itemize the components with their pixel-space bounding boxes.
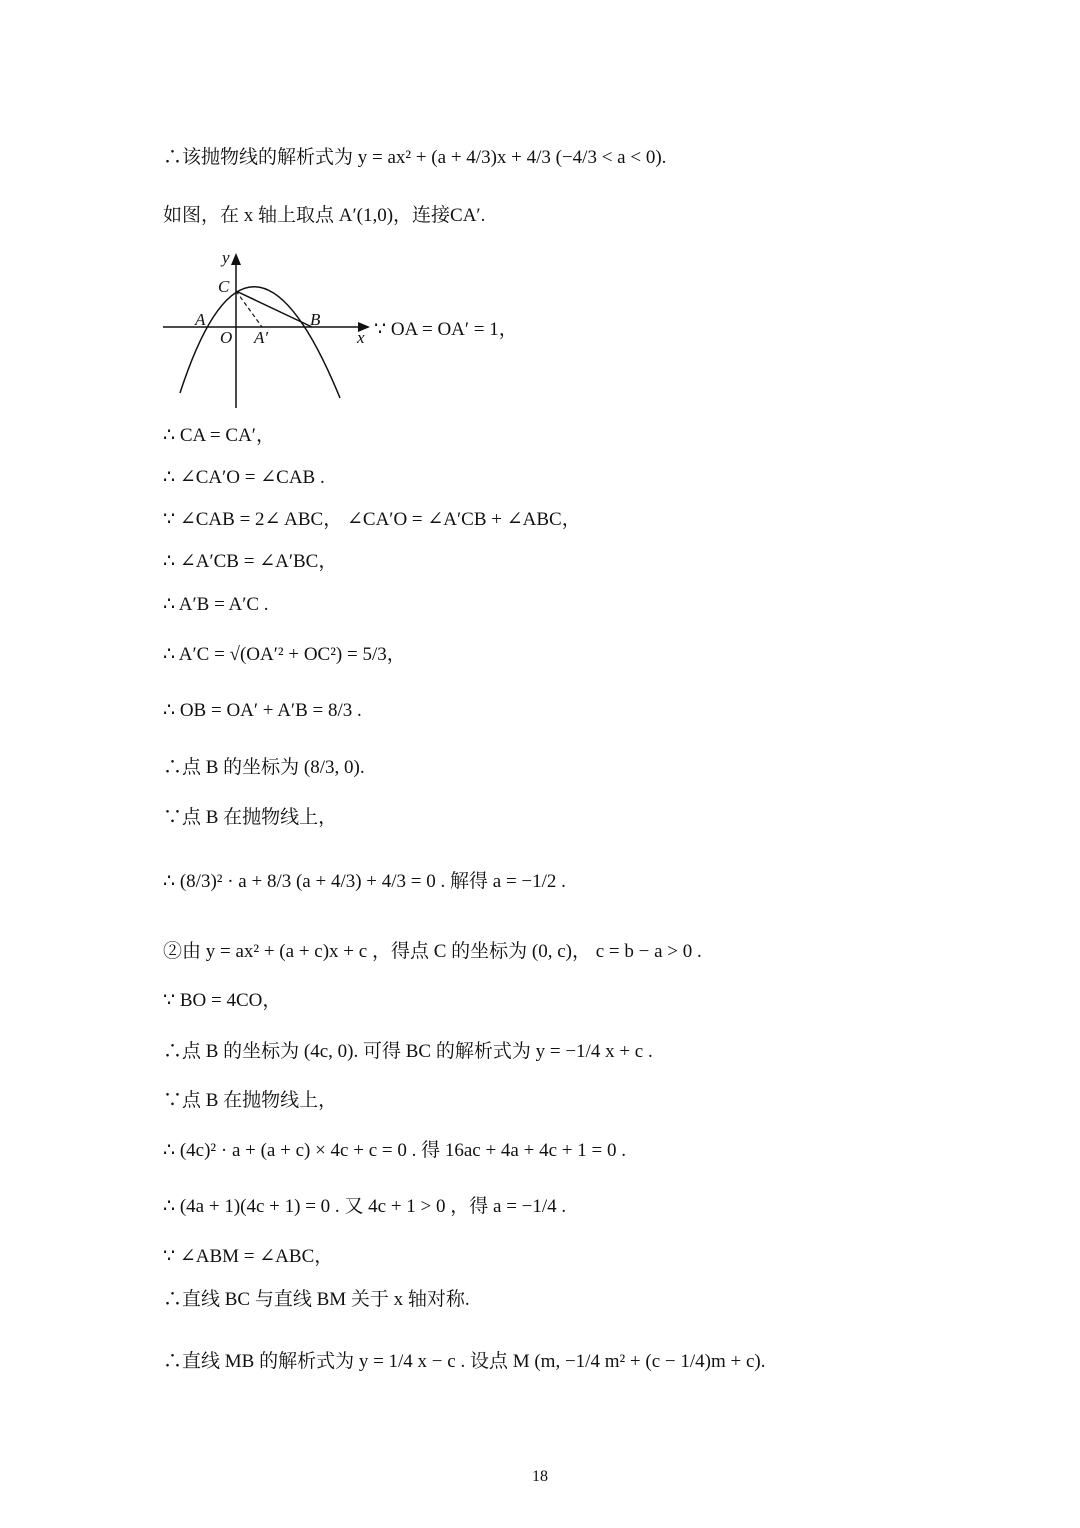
point-a-label: A xyxy=(195,310,206,329)
line-mb-expression: ∴直线 MB 的解析式为 y = 1/4 x − c . 设点 M (m, −1/4 m² + (c − 1/4)m + c). xyxy=(163,1351,766,1372)
line-ac-length: ∴ A′C = √(OA′² + OC²) = 5/3， xyxy=(163,644,406,665)
point-o-label: O xyxy=(220,328,233,347)
line-b-on-parabola-2: ∵点 B 在抛物线上， xyxy=(163,1090,338,1111)
line-b-coordinate: ∴点 B 的坐标为 (8/3, 0). xyxy=(163,757,365,778)
line-bc-expression: ∴点 B 的坐标为 (4c, 0). 可得 BC 的解析式为 y = −1/4 x + c . xyxy=(163,1041,653,1062)
line-angle-acb: ∴ ∠A′CB = ∠A′BC， xyxy=(163,551,338,572)
line-bo-4co: ∵ BO = 4CO， xyxy=(163,990,282,1011)
line-angle-cab: ∵ ∠CAB = 2∠ ABC， ∠CA′O = ∠A′CB + ∠ABC， xyxy=(163,509,581,530)
line-solve-a-1: ∴ (8/3)² · a + 8/3 (a + 4/3) + 4/3 = 0 . 解得 a = −1/2 . xyxy=(163,871,566,892)
line-parabola-expression: ∴该抛物线的解析式为 y = ax² + (a + 4/3)x + 4/3 (−4/3 < a < 0). xyxy=(163,147,667,168)
line-part-2-start: ②由 y = ax² + (a + c)x + c ，得点 C 的坐标为 (0, c)， c = b − a > 0 . xyxy=(163,941,702,962)
line-take-point-a-prime: 如图，在 x 轴上取点 A′(1,0)，连接CA′. xyxy=(163,205,486,226)
line-b-on-parabola-1: ∵点 B 在抛物线上， xyxy=(163,807,338,828)
line-symmetric: ∴直线 BC 与直线 BM 关于 x 轴对称. xyxy=(163,1289,470,1310)
line-angle-cao: ∴ ∠CA′O = ∠CAB . xyxy=(163,467,325,488)
line-angle-abm: ∵ ∠ABM = ∠ABC， xyxy=(163,1246,334,1267)
point-a-prime-label: A′ xyxy=(254,328,269,347)
point-b-label: B xyxy=(310,310,321,329)
point-c-label: C xyxy=(218,277,230,296)
line-ob-length: ∴ OB = OA′ + A′B = 8/3 . xyxy=(163,700,362,721)
line-ca-equals: ∴ CA = CA′， xyxy=(163,425,275,446)
parabola-figure xyxy=(160,248,375,413)
line-factor-solve-a: ∴ (4a + 1)(4c + 1) = 0 . 又 4c + 1 > 0 ，得 a = −1/4 . xyxy=(163,1196,567,1217)
line-substitute-b: ∴ (4c)² · a + (a + c) × 4c + c = 0 . 得 16ac + 4a + 4c + 1 = 0 . xyxy=(163,1140,626,1161)
axis-y-label: y xyxy=(222,248,230,267)
axis-x-label: x xyxy=(357,328,365,347)
page-number: 18 xyxy=(532,1468,548,1485)
line-ab-equals-ac: ∴ A′B = A′C . xyxy=(163,594,269,615)
line-oa-equals: ∵ OA = OA′ = 1， xyxy=(374,319,518,340)
